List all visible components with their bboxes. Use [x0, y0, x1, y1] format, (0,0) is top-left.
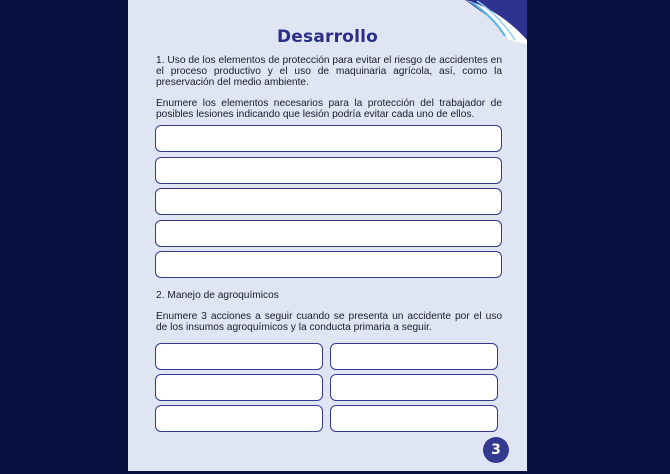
answer-field-4[interactable] — [155, 220, 502, 247]
action-field-2-right[interactable] — [330, 374, 498, 401]
answer-field-1[interactable] — [155, 125, 502, 152]
item2-heading: 2. Manejo de agroquímicos — [156, 290, 279, 301]
item1-instruction: Enumere los elementos necesarios para la protección del trabajador de posibles lesiones indicando que lesión podría evitar cada uno de ellos. — [156, 98, 502, 121]
action-field-1-right[interactable] — [330, 343, 498, 370]
action-field-1-left[interactable] — [155, 343, 323, 370]
action-field-2-left[interactable] — [155, 374, 323, 401]
page-number-badge: 3 — [483, 437, 509, 463]
item1-heading: 1. Uso de los elementos de protección para evitar el riesgo de accidentes en el proceso productivo y el uso de maquinaria agrícola, así, como la preservación del medio ambiente. — [156, 55, 502, 89]
answer-field-3[interactable] — [155, 188, 502, 215]
answer-field-2[interactable] — [155, 157, 502, 184]
answer-field-5[interactable] — [155, 251, 502, 278]
section-title: Desarrollo — [276, 27, 378, 47]
worksheet-page — [128, 0, 527, 471]
item2-instruction: Enumere 3 acciones a seguir cuando se presenta un accidente por el uso de los insumos agroquímicos y la conducta primaria a seguir. — [156, 311, 502, 334]
action-field-3-left[interactable] — [155, 405, 323, 432]
action-field-3-right[interactable] — [330, 405, 498, 432]
